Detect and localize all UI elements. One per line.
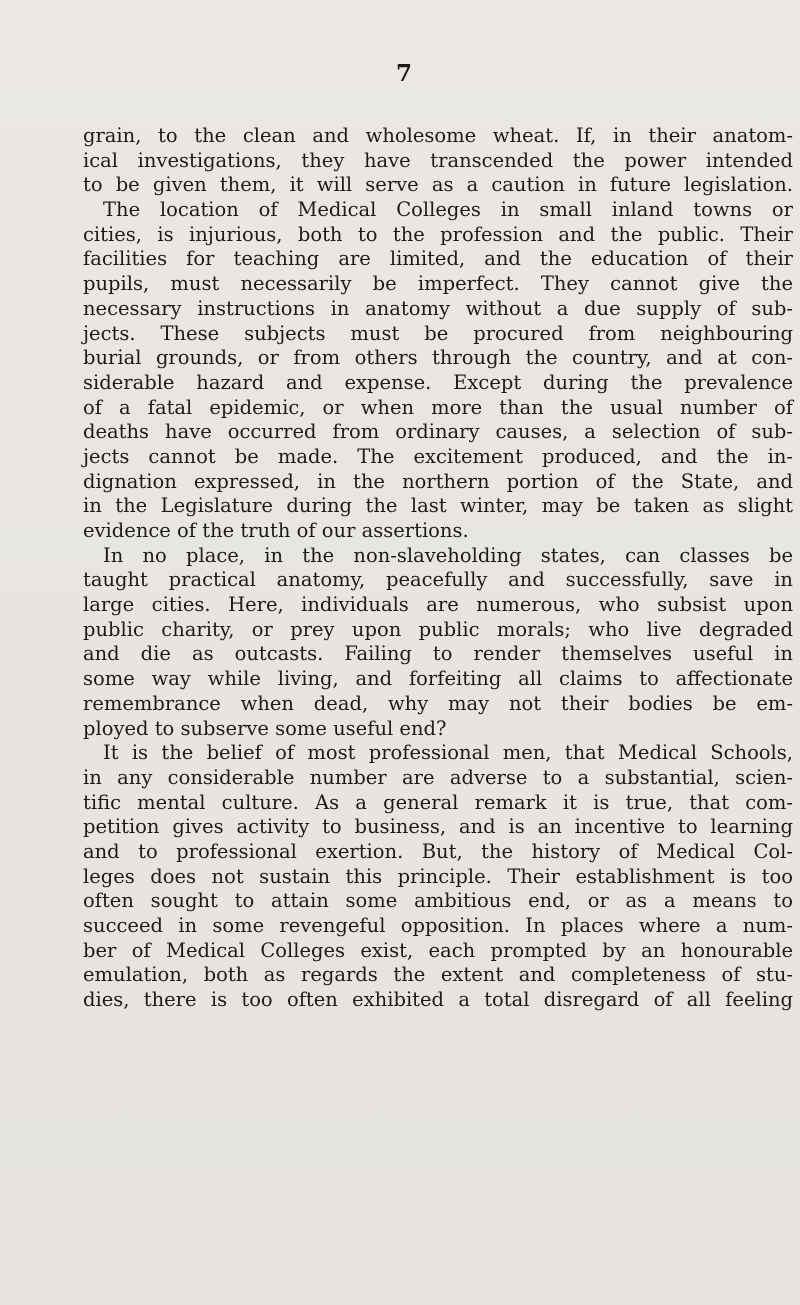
text-line: emulation, both as regards the extent and completeness of stu- — [83, 963, 793, 987]
text-line: of a fatal epidemic, or when more than the usual number of — [83, 395, 793, 419]
text-line: evidence of the truth of our assertions. — [83, 519, 469, 542]
text-line: public charity, or prey upon public morals; who live degraded — [83, 617, 793, 641]
text-line: In no place, in the non-slaveholding states, can classes be — [103, 543, 793, 567]
text-line: siderable hazard and expense. Except during the prevalence — [83, 370, 793, 394]
text-line: petition gives activity to business, and is an incentive to learning — [83, 815, 793, 839]
text-line: jects cannot be made. The excitement produced, and the in- — [83, 444, 793, 468]
text-line: jects. These subjects must be procured from neighbouring — [83, 321, 793, 345]
text-line: to be given them, it will serve as a caution in future legislation. — [83, 173, 793, 197]
text-line: in any considerable number are adverse to a substantial, scien- — [83, 765, 793, 789]
text-line: dignation expressed, in the northern portion of the State, and — [83, 469, 793, 493]
text-line: some way while living, and forfeiting all claims to affectionate — [83, 667, 793, 691]
text-line: pupils, must necessarily be imperfect. They cannot give the — [83, 272, 793, 296]
text-line: cities, is injurious, both to the profession and the public. Their — [83, 222, 793, 246]
text-line: large cities. Here, individuals are numerous, who subsist upon — [83, 593, 793, 617]
text-line: The location of Medical Colleges in small inland towns or — [103, 198, 793, 222]
text-line: often sought to attain some ambitious end, or as a means to — [83, 889, 793, 913]
text-line: in the Legislature during the last winter, may be taken as slight — [83, 494, 793, 518]
text-line: and to professional exertion. But, the history of Medical Col- — [83, 839, 793, 863]
text-line: necessary instructions in anatomy without a due supply of sub- — [83, 296, 793, 320]
text-line: facilities for teaching are limited, and the education of their — [83, 247, 793, 271]
text-line: succeed in some revengeful opposition. In places where a num- — [83, 914, 793, 937]
text-line: leges does not sustain this principle. Their establishment is too — [83, 864, 793, 888]
text-line: ployed to subserve some useful end? — [83, 716, 447, 740]
text-line: It is the belief of most professional men, that Medical Schools, — [103, 741, 793, 765]
text-line: dies, there is too often exhibited a total disregard of all feeling — [83, 988, 793, 1012]
page-number: 7 — [395, 60, 412, 87]
text-line: burial grounds, or from others through the country, and at con- — [83, 346, 793, 370]
text-line: ical investigations, they have transcended the power intended — [83, 148, 793, 172]
text-line: tific mental culture. As a general remark it is true, that com- — [83, 790, 793, 814]
text-line: taught practical anatomy, peacefully and successfully, save in — [83, 568, 793, 592]
text-line: grain, to the clean and wholesome wheat. If, in their anatom- — [83, 124, 793, 147]
text-line: ber of Medical Colleges exist, each prompted by an honourable — [83, 938, 793, 962]
text-line: and die as outcasts. Failing to render themselves useful in — [83, 642, 793, 666]
text-line: remembrance when dead, why may not their bodies be em- — [83, 691, 793, 715]
body-text — [83, 124, 793, 1013]
text-line: deaths have occurred from ordinary causes, a selection of sub- — [83, 420, 793, 444]
